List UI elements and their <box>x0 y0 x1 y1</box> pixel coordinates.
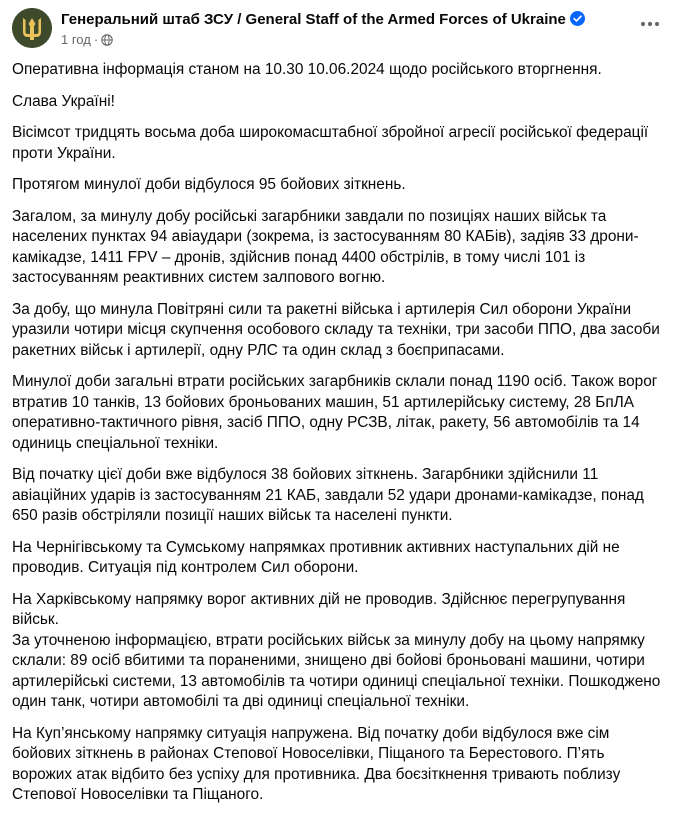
author-name-text[interactable]: Генеральний штаб ЗСУ / General Staff of the Armed Forces of Ukraine <box>61 11 566 28</box>
post-paragraph: Вісімсот тридцять восьма доба широкомасштабної збройної агресії російської федерації проти України. <box>12 124 649 162</box>
post-paragraph: За уточненою інформацією, втрати російських військ за минулу добу на цьому напрямку склали: 89 осіб вбитими та пораненими, знищено дві бойові броньовані машини, чотири артилерійські системи, 13 автомобілів та чотири одиниці спеціальної техніки. Пошкоджено один танк, чотири автомобілі та дві одиниці спеціальної техніки. <box>12 631 661 710</box>
author-name[interactable] <box>61 10 585 31</box>
post-paragraph: Слава Україні! <box>12 92 115 110</box>
post-paragraph: Загалом, за минулу добу російські загарбники завдали по позиціях наших військ та населених пунктах 94 авіаудари (зокрема, із застосуванням 80 КАБів), задіяв 33 дрони-камікадзе, 1411 FPV – дронів, здійснив понад 4400 обстрілів, в тому числі 101 із застосуванням реактивних систем залпового вогню. <box>12 207 639 286</box>
globe-icon[interactable] <box>101 32 113 47</box>
post-paragraph: На Чернігівському та Сумському напрямках противник активних наступальних дій не проводив. Ситуація під контролем Сил оборони. <box>12 538 620 576</box>
post-paragraph: За добу, що минула Повітряні сили та ракетні війська і артилерія Сил оборони України уразили чотири місця скупчення особового складу та техніки, три засоби ППО, два засоби ракетних військ і артилерії, одну РЛС та один склад з боєприпасами. <box>12 300 660 359</box>
post-body <box>12 60 664 817</box>
post-meta <box>61 32 113 48</box>
post-header <box>12 8 668 52</box>
more-options-icon <box>640 21 660 27</box>
post-paragraph: Минулої доби загальні втрати російських загарбників склали понад 1190 осіб. Також ворог втратив 10 танків, 13 бойових броньованих машин, 51 артилерійську систему, 28 БпЛА оперативно-тактичного рівня, засіб ППО, одну РСЗВ, літак, ракету, 56 автомобілів та 14 одиниць спеціальної техніки. <box>12 373 658 452</box>
trident-emblem-icon <box>12 8 52 48</box>
post-paragraph: На Куп’янському напрямку ситуація напружена. Від початку доби відбулося вже сім бойових зіткнень в районах Степової Новоселівки, Піщаного та Берестового. П’ять ворожих атак відбито без успіху для противника. Два боєзіткнення тривають поблизу Степової Новоселівки та Піщаного. <box>12 724 621 803</box>
post-paragraph: Протягом минулої доби відбулося 95 бойових зіткнень. <box>12 176 406 193</box>
post-paragraph: Оперативна інформація станом на 10.30 10.06.2024 щодо російського вторгнення. <box>12 61 602 78</box>
post-paragraph: На Харківському напрямку ворог активних дій не проводив. Здійснює перегрупування військ. <box>12 590 626 628</box>
post-timestamp[interactable]: 1 год <box>61 32 91 47</box>
verified-badge-icon <box>570 11 585 31</box>
post-paragraph: Від початку цієї доби вже відбулося 38 бойових зіткнень. Загарбники здійснили 11 авіаційних ударів із застосуванням 21 КАБ, завдали 52 удари дронами-камікадзе, понад 650 разів обстріляли позиції наших військ та населені пункти. <box>12 466 644 524</box>
meta-separator: · <box>93 32 99 47</box>
avatar[interactable] <box>12 8 52 48</box>
more-options-button[interactable] <box>636 10 664 38</box>
